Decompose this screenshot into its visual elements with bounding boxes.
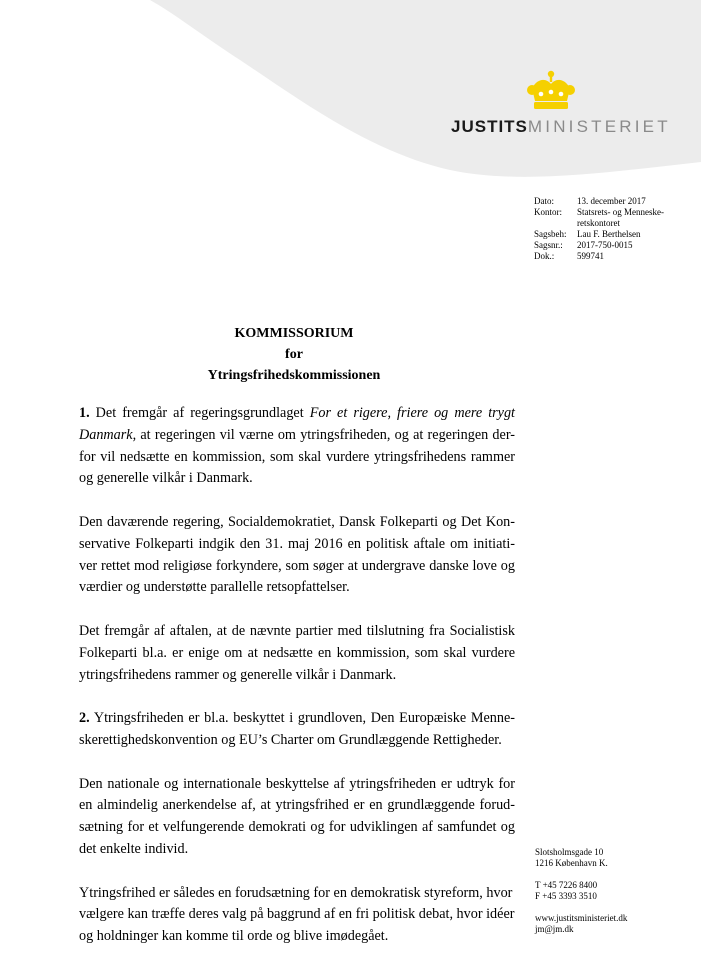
meta-value: 13. december 2017 bbox=[577, 196, 646, 206]
meta-key: Dato: bbox=[534, 196, 554, 206]
meta-row-date bbox=[534, 196, 677, 207]
header-swoosh bbox=[0, 0, 701, 185]
address-street: Slotsholmsgade 10 bbox=[535, 847, 604, 857]
meta-value: Statsrets- og Menneske- retskontoret bbox=[577, 207, 664, 228]
meta-key: Kontor: bbox=[534, 207, 562, 217]
paragraph-text: at regeringen vil værne om ytringsfriheden, og at regeringen der-for vil nedsætte en kommission, som skal vurdere ytringsfrihedens rammer og generelle vilkår i Danmark. bbox=[79, 426, 515, 487]
meta-value: 2017-750-0015 bbox=[577, 240, 633, 250]
logo-light-text: MINISTERIET bbox=[527, 117, 671, 136]
section-number: 1. bbox=[79, 405, 90, 421]
address-city: 1216 København K. bbox=[535, 858, 608, 868]
ministry-address bbox=[535, 847, 627, 935]
government-platform-title: For et rigere, friere og mere trygt Danmark, bbox=[79, 405, 515, 443]
ministry-logo bbox=[451, 117, 671, 137]
website-link[interactable]: www.justitsministeriet.dk bbox=[535, 913, 628, 923]
title-line-2: for bbox=[285, 347, 303, 362]
email-link[interactable]: jm@jm.dk bbox=[535, 924, 574, 934]
paragraph-3: Det fremgår af aftalen, at de nævnte partier med tilslutning fra Socialistisk Folkeparti bl.a. er enige om at nedsætte en kommission, som skal vurdere ytringsfrihedens rammer og generelle vilkår i Danmark. bbox=[79, 622, 515, 683]
title-line-3: Ytringsfrihedskommissionen bbox=[207, 368, 381, 383]
paragraph-1 bbox=[79, 403, 515, 490]
meta-row-handler bbox=[534, 229, 677, 240]
logo-bold-text: JUSTITS bbox=[451, 117, 528, 136]
title-line-1: KOMMISSORIUM bbox=[234, 326, 354, 341]
document-meta bbox=[534, 196, 677, 262]
meta-row-doc bbox=[534, 251, 677, 262]
meta-key: Sagsbeh: bbox=[534, 229, 567, 239]
paragraph-text: Det fremgår af regeringsgrundlaget bbox=[89, 405, 310, 421]
meta-value: 599741 bbox=[577, 251, 604, 261]
meta-value: Lau F. Berthelsen bbox=[577, 229, 641, 239]
crown-icon bbox=[526, 70, 576, 112]
meta-row-case bbox=[534, 240, 677, 251]
meta-row-office bbox=[534, 207, 677, 229]
section-number: 2. bbox=[79, 710, 90, 727]
paragraph-2: Den daværende regering, Socialdemokratiet, Dansk Folkeparti og Det Kon-servative Folkeparti indgik den 31. maj 2016 en politisk aftale om initiati-ver rettet mod religiøse forkyndere, som søger at undergrave danske love og værdier og understøtte parallelle retsopfattelser. bbox=[79, 513, 515, 596]
meta-key: Sagsnr.: bbox=[534, 240, 563, 250]
paragraph-text: Ytringsfriheden er bl.a. beskyttet i grundloven, Den Europæiske Menne-skerettighedskonvention og EU’s Charter om Grundlæggende Rettigheder. bbox=[79, 710, 515, 748]
document-body bbox=[79, 403, 515, 970]
paragraph-5: Den nationale og internationale beskyttelse af ytringsfriheden er udtryk for en almindelig anerkendelse af, at ytringsfrihed er en grundlæggende forud-sætning for et velfungerende demokrati og for udviklingen af samfundet og det enkelte individ. bbox=[79, 775, 515, 857]
document-title bbox=[0, 323, 588, 386]
paragraph-6: Ytringsfrihed er således en forudsætning for en demokratisk styreform, hvor vælgere kan træffe deres valg på baggrund af en fri politisk debat, hvor idéer og holdninger kan komme til orde og blive imødegået. bbox=[79, 884, 515, 945]
paragraph-4 bbox=[79, 708, 515, 752]
address-phone: T +45 7226 8400 bbox=[535, 880, 598, 890]
meta-key: Dok.: bbox=[534, 251, 555, 261]
address-fax: F +45 3393 3510 bbox=[535, 891, 597, 901]
